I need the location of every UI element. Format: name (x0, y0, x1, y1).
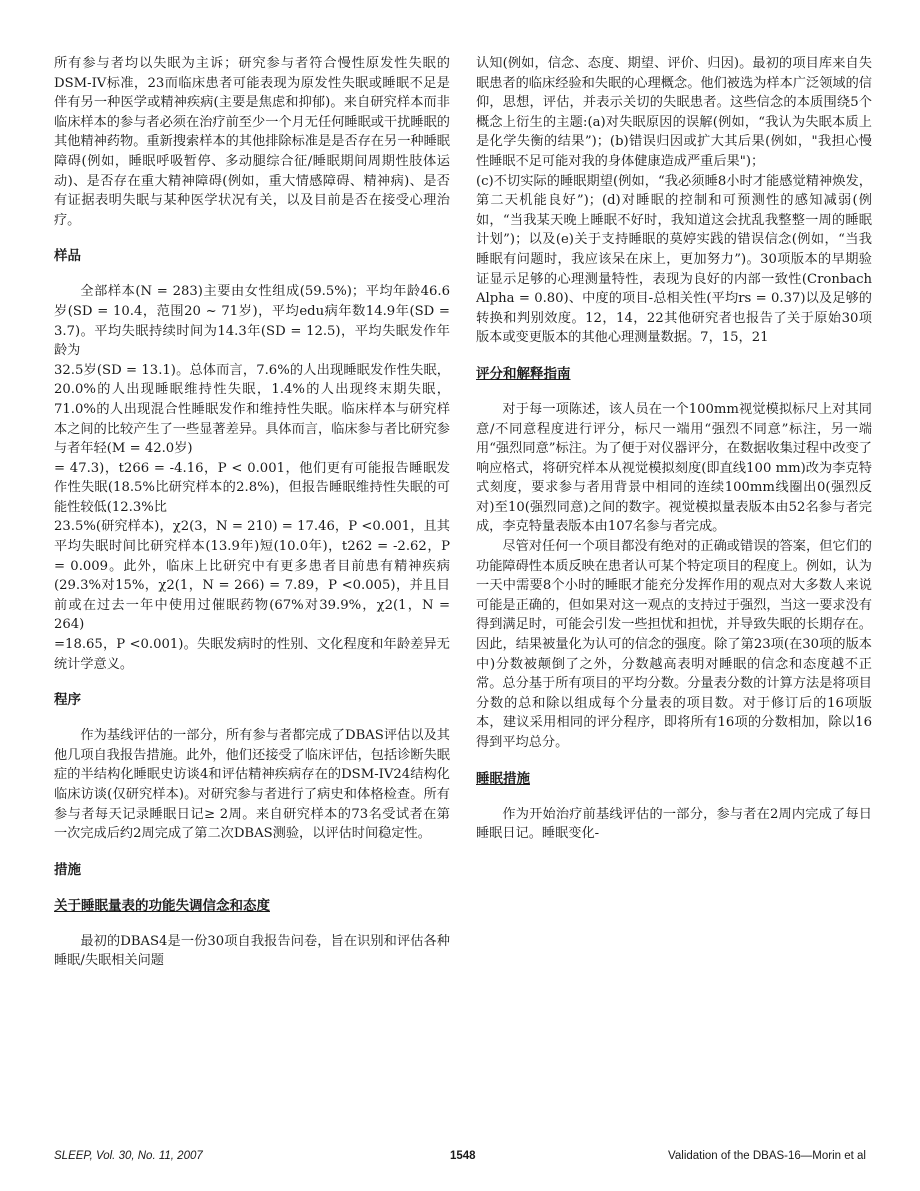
section-heading-sample: 样品 (54, 248, 81, 265)
scoring-paragraph: 尽管对任何一个项目都没有绝对的正确或错误的答案，但它们的功能障碍性本质反映在患者认可某个特定项目的程度上。例如，认为一天中需要8个小时的睡眠才能充分发挥作用的观点对大多数人来说可能是正确的，但如果对这一观点的支持过于强烈，当这一要求没有得到满足时，可能会引发一些担忧和担忧，并导致失眠的长期存在。因此，结果被量化为认可的信念的强度。除了第23项(在30项的版本中)分数被颠倒了之外，分数越高表明对睡眠的信念和态度越不正常。总分基于所有项目的平均分数。分量表分数的计算方法是将项目分数的总和除以组成每个分量表的项目数。对于修订后的16项版本，建议采用相同的评分程序，即将所有16项的分数相加，除以16得到平均总分。 (476, 539, 872, 750)
running-title: Validation of the DBAS-16—Morin et al (668, 1150, 866, 1162)
section-heading-procedure: 程序 (54, 692, 81, 709)
sample-paragraph: 23.5%(研究样本)，χ2(3，N = 210) = 17.46，P <0.001，且其平均失眠时间比研究样本(13.9年)短(10.0年)，t262 = -2.62，P = 0.009。此外，临床上比研究中有更多患者目前患有精神疾病(29.3%对15%，χ2(1，N = 266) = 7.89，P <0.005)，并且目前或在过去一年中使用过催眠药物(67%对39.9%，χ2(1，N = 264) (54, 519, 450, 633)
right-column (476, 54, 872, 844)
dbas-continued-paragraph: 认知(例如，信念、态度、期望、评价、归因)。最初的项目库来自失眠患者的临床经验和失眠的心理概念。他们被选为样本广泛领域的信仰，思想，评估，并表示关切的失眠患者。这些信念的本质围绕5个概念上衍生的主题:(a)对失眠原因的误解(例如，“我认为失眠本质上是化学失衡的结果”)；(b)错误归因或扩大其后果(例如，"我担心慢性睡眠不足可能对我的身体健康造成严重后果")； (476, 56, 872, 169)
section-heading-measures: 措施 (54, 861, 81, 878)
scoring-paragraph: 对于每一项陈述，该人员在一个100mm视觉模拟标尺上对其同意/不同意程度进行评分，标尺一端用“强烈不同意”标注，另一端用“强烈同意”标注。为了便于对仪器评分，在数据收集过程中改变了响应格式，将研究样本从视觉模拟刻度(即直线100 mm)改为李克特式刻度，要求参与者用背景中相同的连续100mm线圈出0(强烈反对)至10(强烈同意)之间的数字。视觉模拟量表版本由52名参与者完成，李克特量表版本由107名参与者完成。 (476, 401, 872, 535)
sample-paragraph: 全部样本(N = 283)主要由女性组成(59.5%)；平均年龄46.6岁(SD = 10.4，范围20 ~ 71岁)，平均edu病年数14.9年(SD = 3.7)。平均失眠持续时间为14.3年(SD = 12.5)，平均失眠发作年龄为 (54, 284, 450, 359)
dbas-paragraph: 最初的DBAS4是一份30项自我报告问卷，旨在识别和评估各种睡眠/失眠相关问题 (54, 933, 450, 969)
page-number: 1548 (450, 1150, 476, 1162)
sample-paragraph: =18.65，P <0.001)。失眠发病时的性别、文化程度和年龄差异无统计学意义。 (54, 637, 450, 672)
section-heading-scoring: 评分和解释指南 (476, 365, 571, 382)
page-footer (54, 1150, 866, 1170)
intro-paragraph: 所有参与者均以失眠为主诉；研究参与者符合慢性原发性失眠的DSM-IV标准，23而临床患者可能表现为原发性失眠或睡眠不足是伴有另一种医学或精神疾病(主要是焦虑和抑郁)。来自研究样本而非临床样本的参与者必须在治疗前至少一个月无任何睡眠或干扰睡眠的其他精神药物。重新搜索样本的其他排除标准是是否存在另一种睡眠障碍(例如，睡眠呼吸暂停、多动腿综合征/睡眠期间周期性肢体运动)、是否存在重大精神障碍(例如，重大情感障碍、精神病)、是否有证据表明失眠与某种医学状况有关，以及目前是否在接受心理治疗。 (54, 56, 450, 228)
sample-paragraph: 32.5岁(SD = 13.1)。总体而言，7.6%的人出现睡眠发作性失眠，20.0%的人出现睡眠维持性失眠，1.4%的人出现终末期失眠，71.0%的人出现混合性睡眠发作和维持性失眠。临床样本与研究样本之间的比较产生了一些显著差异。具体而言，临床参与者比研究参与者年轻(M = 42.0岁) (54, 362, 450, 457)
journal-citation: SLEEP, Vol. 30, No. 11, 2007 (54, 1150, 203, 1162)
section-heading-sleep-measures: 睡眠措施 (476, 770, 530, 787)
sleep-measures-paragraph: 作为开始治疗前基线评估的一部分，参与者在2周内完成了每日睡眠日记。睡眠变化- (476, 806, 872, 842)
dbas-continued-paragraph: (c)不切实际的睡眠期望(例如，“我必须睡8小时才能感觉精神焕发，第二天机能良好”)；(d)对睡眠的控制和可预测性的感知减弱(例如，“当我某天晚上睡眠不好时，我知道这会扰乱我整整一周的睡眠计划”)；以及(e)关于支持睡眠的莫婷实践的错误信念(例如，“当我睡眠有问题时，我应该呆在床上，更加努力”)。30项版本的早期验证显示足够的心理测量特性，表现为良好的内部一致性(Cronbach Alpha = 0.80)、中度的项目-总相关性(平均rs = 0.37)以及足够的转换和判别效度。12，14，22其他研究者也报告了关于原始30项版本或变更版本的其他心理测量数据。7，15，21 (476, 173, 872, 346)
procedure-paragraph: 作为基线评估的一部分，所有参与者都完成了DBAS评估以及其他几项自我报告措施。此外，他们还接受了临床评估，包括诊断失眠症的半结构化睡眠史访谈4和评估精神疾病存在的DSM-IV24结构化临床访谈(仅研究样本)。对研究参与者进行了病史和体格检查。所有参与者每天记录睡眠日记≥ 2周。来自研究样本的73名受试者在第一次完成后约2周完成了第二次DBAS测验，以评估时间稳定性。 (54, 728, 450, 842)
subsection-heading-dbas: 关于睡眠量表的功能失调信念和态度 (54, 897, 270, 914)
left-column (54, 54, 450, 971)
sample-paragraph: = 47.3)，t266 = -4.16，P < 0.001，他们更有可能报告睡眠发作性失眠(18.5%比研究样本的2.8%)，但报告睡眠维持性失眠的可能性较低(12.3%比 (54, 460, 450, 515)
